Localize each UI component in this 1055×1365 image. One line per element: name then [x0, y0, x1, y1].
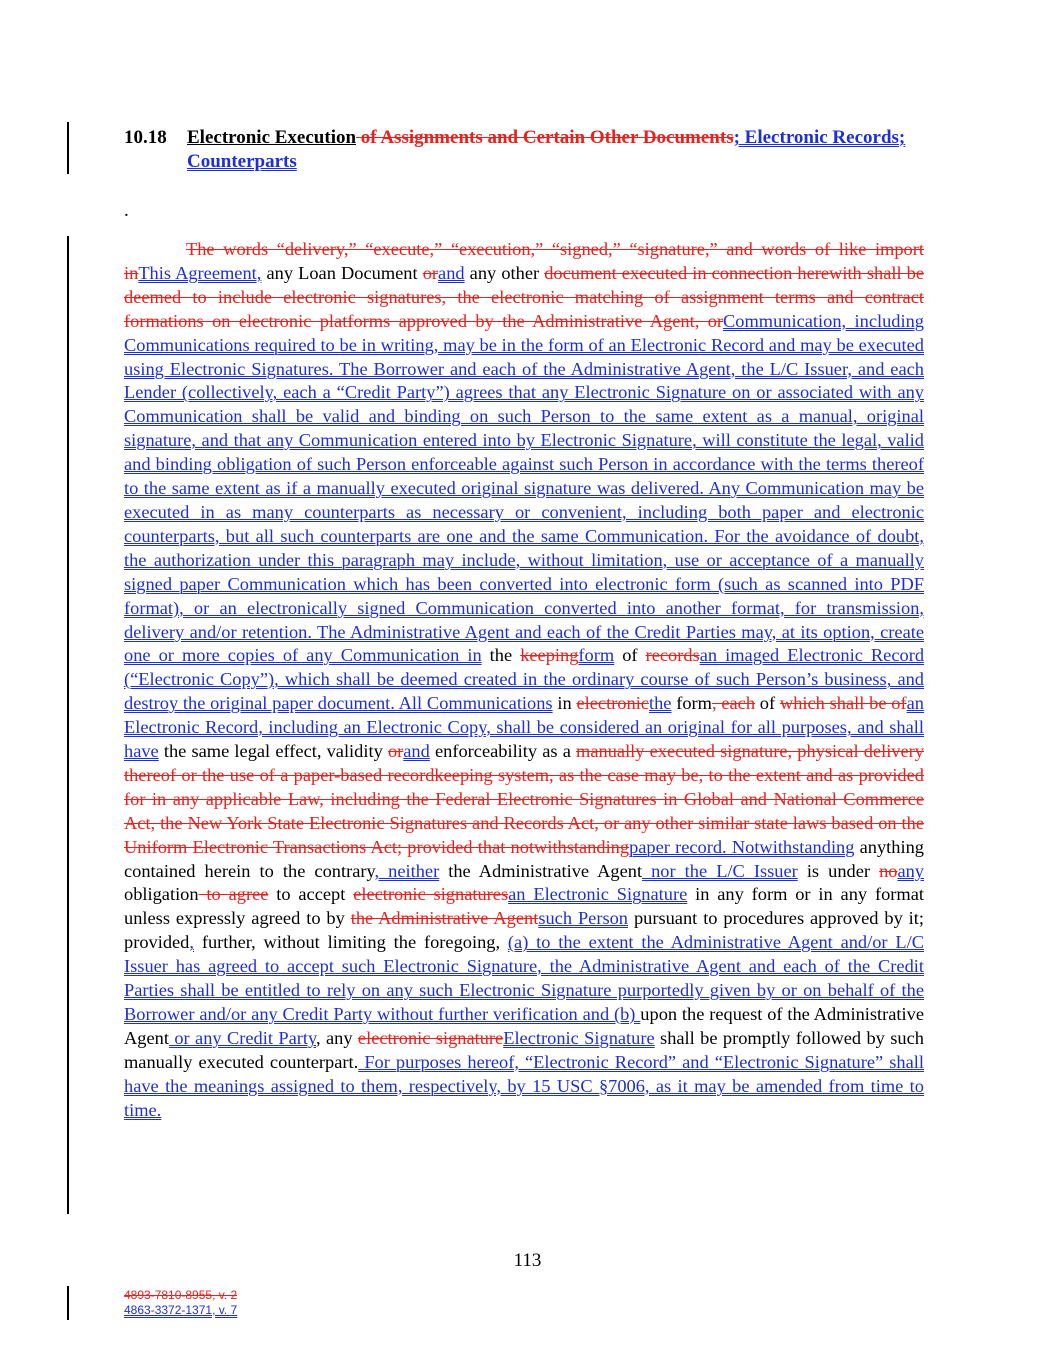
body-text: to accept: [268, 884, 354, 905]
inserted-text: any: [897, 860, 925, 881]
inserted-text: and: [403, 741, 430, 762]
inserted-text: ,: [189, 932, 194, 953]
title-deleted: of Assignments and Certain Other Documents: [356, 127, 734, 148]
deleted-text: The words “delivery,” “execute,” “execution,” “signed,” “signature,” and words of like import in: [124, 239, 924, 283]
body-text: in any form or in any format unless expressly agreed to by: [124, 884, 924, 929]
footer-inserted-doc-id: 4863-3372-1371, v. 7: [124, 1303, 238, 1317]
section-number: 10.18: [124, 127, 167, 148]
body-text: further, without limiting the foregoing,: [193, 932, 508, 953]
inserted-text: and: [438, 262, 465, 283]
inserted-text: , neither: [374, 860, 440, 881]
body-text: the same legal effect, validity: [158, 741, 388, 762]
inserted-text: This Agreement,: [138, 262, 262, 283]
body-text: anything contained herein to the contrary: [124, 836, 924, 881]
inserted-text: For purposes hereof, “Electronic Record” and “Electronic Signature” shall have the meanings assigned to them, respectively, by 15 USC §7006, as it may be amended from time to time.: [124, 1051, 924, 1120]
deleted-text: or: [422, 262, 439, 283]
body-text: obligation: [124, 884, 199, 905]
section-title: [187, 126, 927, 174]
page-number: 113: [513, 1250, 542, 1271]
deleted-text: the Administrative Agent: [350, 908, 539, 929]
body-text: is under: [797, 860, 880, 881]
stray-period: .: [124, 200, 129, 221]
body-text: form: [671, 693, 712, 714]
inserted-text: (a) to the extent the Administrative Agent and/or L/C Issuer has agreed to accept such Electronic Signature, the Administrative Agent and each of the Credit Parties shall be entitled to rely on any such Electronic Signature purportedly given by or on behalf of the Borrower and/or any Credit Party without further verification and (b): [124, 932, 925, 1024]
body-text: , any: [315, 1027, 358, 1048]
body-text: any Loan Document: [261, 262, 423, 283]
change-bar-body: [67, 236, 69, 1214]
title-inserted: ; Electronic Records; Counterparts: [187, 127, 906, 172]
deleted-text: document executed in connection herewith shall be deemed to include electronic signatures, the electronic matching of assignment terms and contract formations on electronic platforms approved by the Administrative Agent, or: [124, 262, 925, 331]
deleted-text: records: [645, 645, 700, 666]
deleted-text: electronic: [576, 693, 649, 714]
change-bar-footer: [67, 1286, 69, 1320]
body-text: pursuant to procedures approved by it; provided: [124, 908, 925, 953]
body-paragraph: [124, 238, 924, 1123]
body-text: the: [481, 645, 521, 666]
deleted-text: electronic signature: [357, 1027, 504, 1048]
inserted-text: paper record. Notwithstanding: [629, 836, 855, 857]
inserted-text: such Person: [538, 908, 629, 929]
body-text: of: [614, 645, 646, 666]
inserted-text: an imaged Electronic Record (“Electronic Copy”), which shall be deemed created in the ordinary course of such Person’s business, and destroy the original paper document. All Communications: [124, 645, 925, 714]
footer-deleted-doc-id: 4893-7810-8955, v. 2: [124, 1288, 238, 1302]
inserted-text: form: [578, 645, 615, 666]
title-kept: Electronic Execution: [187, 127, 357, 148]
inserted-text: nor the L/C Issuer: [642, 860, 798, 881]
body-text: enforceability as a: [429, 741, 577, 762]
body-text: shall be promptly followed by such manually executed counterpart.: [124, 1027, 924, 1072]
deleted-text: keeping: [520, 645, 579, 666]
deleted-text: to agree: [198, 884, 269, 905]
body-text: in: [552, 693, 577, 714]
inserted-text: Communication, including Communications required to be in writing, may be in the form of an Electronic Record and may be executed using Electronic Signatures. The Borrower and each of the Administrative Agent, the L/C Issuer, and each Lender (collectively, each a “Credit Party”) agrees that any Electronic Signature on or associated with any Communication shall be valid and binding on such Person to the same extent as a manual, original signature, and that any Communication entered into by Electronic Signature, will constitute the legal, valid and binding obligation of such Person enforceable against such Person in accordance with the terms thereof to the same extent as if a manually executed original signature was delivered. Any Communication may be executed in as many counterparts as necessary or convenient, including both paper and electronic counterparts, but all such counterparts are one and the same Communication. For the avoidance of doubt, the authorization under this paragraph may include, without limitation, use or acceptance of a manually signed paper Communication which has been converted into electronic form (such as scanned into PDF format), or an electronically signed Communication converted into another format, for transmission, delivery and/or retention. The Administrative Agent and each of the Credit Parties may, at its option, create one or more copies of any Communication in: [124, 310, 924, 666]
deleted-text: which shall be of: [779, 693, 907, 714]
inserted-text: an Electronic Signature: [508, 884, 688, 905]
deleted-text: manually executed signature, physical delivery thereof or the use of a paper-based recordkeeping system, as the case may be, to the extent and as provided for in any applicable Law, including the Federal Electronic Signatures in Global and National Commerce Act, the New York State Electronic Signatures and Records Act, or any other similar state laws based on the Uniform Electronic Transactions Act; provided that notwithstanding: [124, 741, 924, 857]
deleted-text: electronic signatures: [353, 884, 509, 905]
deleted-text: or: [387, 741, 404, 762]
change-bar-heading: [67, 122, 69, 174]
body-text: the Administrative Agent: [439, 860, 643, 881]
body-text: upon the request of the Administrative Agent: [124, 1004, 924, 1048]
body-text: any other: [464, 262, 545, 283]
inserted-text: or any Credit Party: [168, 1027, 316, 1048]
deleted-text: , each: [711, 693, 756, 714]
inserted-text: Electronic Signature: [503, 1027, 655, 1048]
deleted-text: no: [879, 860, 898, 881]
inserted-text: the: [648, 693, 672, 714]
body-text: of: [755, 693, 780, 714]
inserted-text: an Electronic Record, including an Electronic Copy, shall be considered an original for all purposes, and shall have: [124, 693, 924, 762]
